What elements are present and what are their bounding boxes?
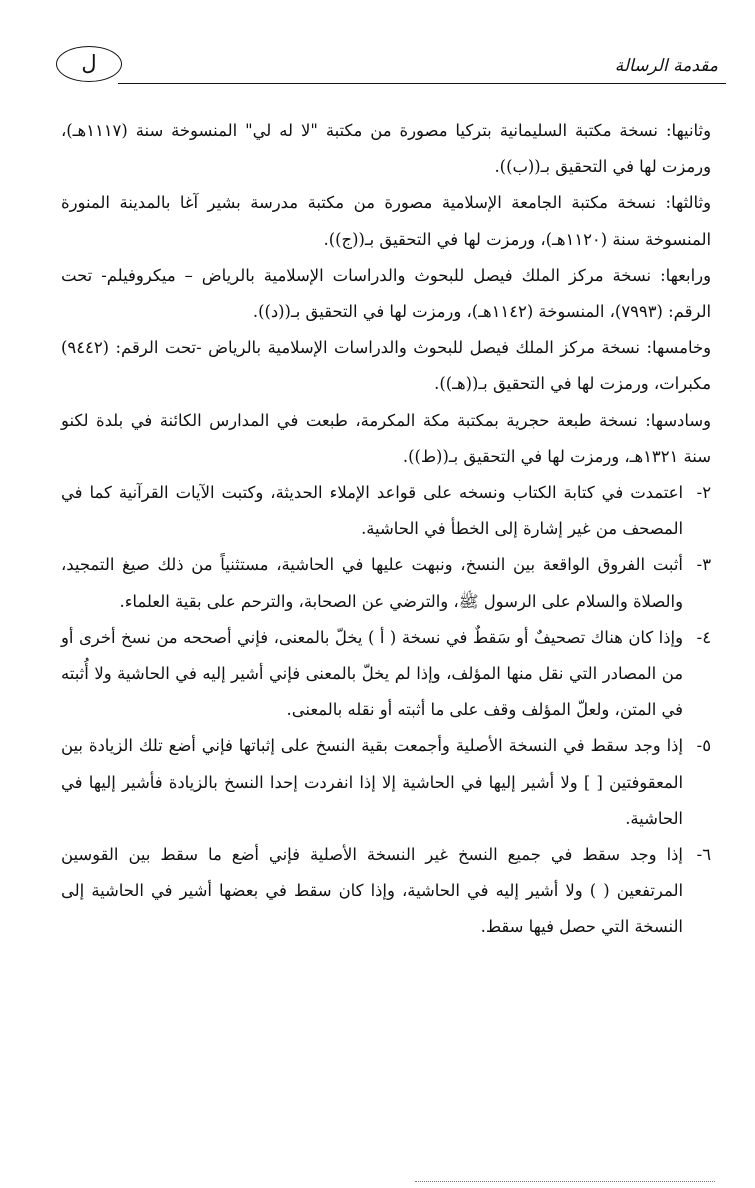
running-title: مقدمة الرسالة bbox=[614, 56, 718, 76]
item-number: ٥- bbox=[696, 736, 711, 756]
item-text: إذا وجد سقط في جميع النسخ غير النسخة الأصلية فإني أضع ما سقط بين القوسين المرتفعين ( ) ولا أشير إليه في الحاشية، وإذا كان سقط في بعضها أشير في الحاشية إلى النسخة التي حصل فيها سقط. bbox=[61, 845, 683, 937]
header-divider bbox=[118, 83, 726, 84]
page-number: ل bbox=[81, 51, 97, 75]
manuscript-fourth: ورابعها: نسخة مركز الملك فيصل للبحوث والدراسات الإسلامية بالرياض – ميكروفيلم- تحت الرقم: (٧٩٩٣)، المنسوخة (١١٤٢هـ)، ورمزت لها في التحقيق بـ((د)). bbox=[61, 265, 711, 322]
manuscript-sixth: وسادسها: نسخة طبعة حجرية بمكتبة مكة المكرمة، طبعت في المدارس الكائنة في بلدة لكنو سنة ١٣٢١هـ، ورمزت لها في التحقيق بـ((ط)). bbox=[61, 410, 711, 466]
method-item-5 bbox=[61, 728, 711, 837]
main-text bbox=[61, 113, 711, 946]
manuscript-fifth: وخامسها: نسخة مركز الملك فيصل للبحوث والدراسات الإسلامية بالرياض -تحت الرقم: (٩٤٤٢) مكبرات، ورمزت لها في التحقيق بـ((هـ)). bbox=[61, 338, 711, 394]
page-number-badge bbox=[56, 46, 122, 82]
item-text: اعتمدت في كتابة الكتاب ونسخه على قواعد الإملاء الحديثة، وكتبت الآيات القرآنية كما في المصحف من غير إشارة إلى الخطأ في الحاشية. bbox=[61, 483, 683, 539]
item-text: إذا وجد سقط في النسخة الأصلية وأجمعت بقية النسخ على إثباتها فإني أضع تلك الزيادة بين المعقوفتين [ ] ولا أشير إليها في الحاشية إلا إذا انفردت إحدا النسخ بالزيادة فأشير إليها في الحاشية. bbox=[61, 736, 683, 828]
method-item-3 bbox=[61, 547, 711, 619]
page-header bbox=[56, 46, 726, 90]
method-item-2 bbox=[61, 475, 711, 547]
item-text: أثبت الفروق الواقعة بين النسخ، ونبهت عليها في الحاشية، مستثنياً من ذلك صيغ التمجيد، والصلاة والسلام على الرسول ﷺ، والترضي عن الصحابة، والترحم على بقية العلماء. bbox=[61, 555, 683, 611]
manuscript-second: وثانيها: نسخة مكتبة السليمانية بتركيا مصورة من مكتبة "لا له لي" المنسوخة سنة (١١١٧هـ)، ورمزت لها في التحقيق بـ((ب)). bbox=[61, 121, 711, 177]
item-text: وإذا كان هناك تصحيفٌ أو سَقطٌ في نسخة ( أ ) يخلّ بالمعنى، فإني أصححه من نسخ أخرى أو من المصادر التي نقل منها المؤلف، وإذا لم يخلّ بالمعنى فإني أشير إليه في الحاشية ولا أُثبته في المتن، ولعلّ المؤلف وقف على ما أثبته أو نقله بالمعنى. bbox=[61, 627, 683, 720]
item-number: ٦- bbox=[696, 845, 711, 865]
item-number: ٣- bbox=[696, 555, 711, 575]
manuscript-third: وثالثها: نسخة مكتبة الجامعة الإسلامية مصورة من مكتبة مدرسة بشير آغا بالمدينة المنورة المنسوخة سنة (١١٢٠هـ)، ورمزت لها في التحقيق بـ((ج)). bbox=[61, 193, 711, 249]
method-item-6 bbox=[61, 837, 711, 946]
item-number: ٤- bbox=[696, 627, 711, 647]
scan-edge-mark bbox=[415, 1181, 715, 1182]
item-number: ٢- bbox=[696, 483, 711, 503]
method-item-4 bbox=[61, 620, 711, 729]
